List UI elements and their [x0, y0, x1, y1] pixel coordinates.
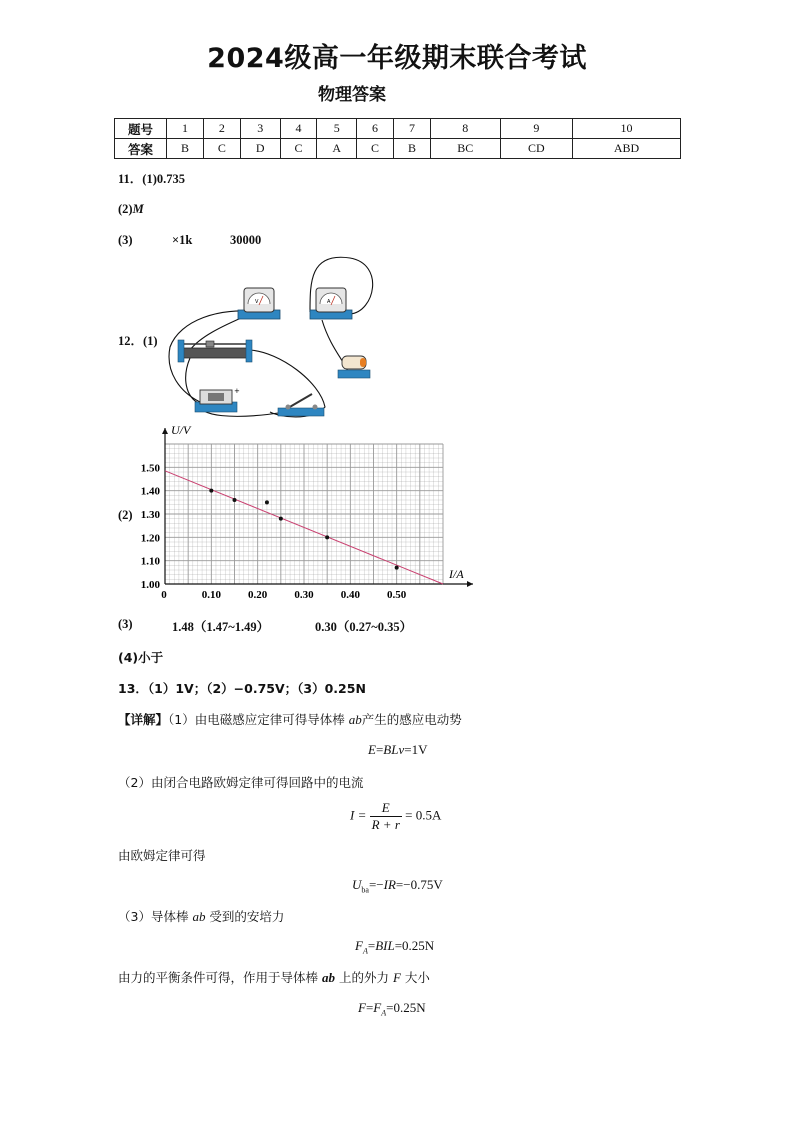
ammeter-icon	[310, 288, 352, 319]
x-tick-label: 0.20	[248, 589, 268, 601]
voltmeter-icon	[238, 288, 280, 319]
equation-4	[355, 938, 434, 956]
q13-step4-tail: 受到的安培力	[209, 909, 285, 924]
table-cell: BC	[430, 139, 500, 159]
q13-step1	[118, 710, 462, 728]
q13-step5-text: 由力的平衡条件可得，作用于导体棒	[118, 970, 319, 985]
eq3-ir: IR	[383, 877, 396, 892]
eq1-blv: BLv	[383, 742, 405, 757]
q13-step4-ab: ab	[192, 909, 206, 924]
table-cell: 4	[280, 119, 317, 139]
eq2-fraction	[370, 800, 402, 833]
q13-step1-tail: 产生的感应电动势	[361, 712, 462, 727]
q11-part2-label: (2)	[118, 202, 133, 216]
circuit-diagram	[160, 252, 380, 424]
page-title: 2024级高一年级期末联合考试	[207, 43, 587, 74]
table-cell: C	[357, 139, 394, 159]
data-point	[279, 517, 283, 521]
y-tick-label: 1.30	[140, 509, 160, 521]
q13-step2: （2）由闭合电路欧姆定律可得回路中的电流	[118, 775, 364, 790]
ammeter-label: A	[327, 299, 331, 305]
table-cell: 1	[167, 119, 204, 139]
y-axis-label: U/V	[171, 423, 191, 437]
q12-part3-label: (3)	[118, 617, 133, 631]
q12-part3-resistance: 0.30（0.27~0.35）	[315, 620, 413, 634]
q11-part1: 11．(1)0.735	[118, 172, 186, 186]
eq5-mid: =	[365, 1000, 374, 1015]
y-tick-label: 1.10	[140, 555, 160, 568]
eq1-lhs: E	[368, 742, 376, 757]
table-cell: 7	[394, 119, 431, 139]
eq3-mid: =−	[368, 877, 384, 892]
battery-icon	[338, 356, 370, 378]
table-cell: 6	[357, 119, 394, 139]
eq4-sub: A	[362, 946, 368, 956]
answer-table	[114, 118, 681, 159]
table-row	[115, 139, 681, 159]
x-tick-label: 0	[161, 589, 167, 601]
eq3-rhs: =−0.75V	[395, 877, 443, 892]
table-cell: D	[240, 139, 280, 159]
q13-step5-mid: 上的外力	[338, 970, 389, 985]
eq4-mid: =	[367, 938, 376, 953]
q11-part3-value: 30000	[230, 233, 262, 247]
x-tick-label: 0.40	[340, 589, 360, 601]
eq1-mid: =	[375, 742, 384, 757]
q13-step3: 由欧姆定律可得	[118, 848, 206, 863]
table-cell: 9	[500, 119, 572, 139]
ui-chart	[125, 422, 485, 604]
q13-step5	[118, 968, 430, 986]
q11-part3-range: ×1k	[172, 233, 193, 247]
q12-part2-label: (2)	[118, 508, 133, 522]
equation-1	[368, 742, 427, 758]
q12-part1-label: 12．(1)	[118, 334, 158, 348]
q13-step4-text: （3）导体棒	[118, 909, 189, 924]
data-point	[265, 500, 269, 504]
eq3-sub: ba	[361, 885, 369, 895]
eq2-lhs: I =	[350, 807, 367, 823]
q13-step5-tail: 大小	[404, 970, 430, 985]
q11-part3-label: (3)	[118, 233, 133, 247]
table-header-cell: 题号	[115, 119, 167, 139]
eq5-rhs: =0.25N	[386, 1000, 426, 1015]
eq4-rhs: =0.25N	[394, 938, 435, 953]
table-header-cell: 答案	[115, 139, 167, 159]
table-cell: C	[280, 139, 317, 159]
y-axis-arrow	[162, 428, 168, 434]
q13-step5-f: F	[392, 970, 401, 985]
table-cell: 10	[573, 119, 681, 139]
table-cell: 8	[430, 119, 500, 139]
equation-3	[352, 877, 443, 895]
y-tick-label: 1.00	[140, 579, 160, 591]
eq1-rhs: =1V	[404, 742, 428, 757]
table-cell: 2	[203, 119, 240, 139]
x-axis-arrow	[467, 581, 473, 587]
table-row	[115, 119, 681, 139]
q12-part3-emf: 1.48（1.47~1.49）	[172, 620, 270, 634]
eq5-fa: F	[373, 1000, 382, 1015]
table-cell: A	[317, 139, 357, 159]
q11-part2	[118, 202, 144, 217]
table-cell: B	[394, 139, 431, 159]
cell-box-icon	[195, 387, 240, 412]
data-point	[395, 566, 399, 570]
q13-summary: 13．（1）1V；（2）−0.75V；（3）0.25N	[118, 681, 366, 696]
q12-part4: (4)小于	[118, 650, 164, 665]
table-cell: CD	[500, 139, 572, 159]
rheostat-icon	[178, 340, 252, 362]
x-tick-label: 0.10	[201, 589, 221, 601]
voltmeter-label: V	[255, 299, 259, 305]
eq5-sub: A	[381, 1008, 387, 1018]
q13-step1-ab: ab	[348, 712, 362, 727]
equation-2	[350, 800, 441, 833]
eq5-f: F	[358, 1000, 366, 1015]
table-cell: C	[203, 139, 240, 159]
q13-step4	[118, 907, 284, 925]
data-point	[325, 535, 329, 539]
eq4-f: F	[355, 938, 363, 953]
eq2-rhs: = 0.5A	[405, 807, 442, 823]
detail-tag: 【详解】	[118, 712, 169, 727]
x-axis-label: I/A	[449, 567, 464, 581]
data-point	[233, 498, 237, 502]
y-tick-label: 1.50	[140, 462, 160, 475]
y-tick-label: 1.20	[140, 532, 160, 545]
eq2-numerator: E	[370, 800, 402, 817]
switch-icon	[278, 394, 324, 416]
page-subtitle: 物理答案	[318, 85, 386, 105]
table-cell: 3	[240, 119, 280, 139]
q11-part2-value: M	[132, 202, 144, 216]
equation-5	[358, 1000, 426, 1018]
eq4-bil: BIL	[375, 938, 395, 953]
table-cell: 5	[317, 119, 357, 139]
q13-step1-text: （1）由电磁感应定律可得导体棒	[168, 712, 345, 727]
y-tick-label: 1.40	[140, 485, 160, 498]
x-tick-label: 0.30	[294, 589, 314, 601]
q13-step5-ab: ab	[322, 970, 335, 985]
table-cell: ABD	[573, 139, 681, 159]
plus-terminal-label: +	[234, 387, 240, 395]
x-tick-label: 0.50	[387, 589, 407, 601]
data-point	[209, 489, 213, 493]
eq2-denominator: R + r	[371, 817, 400, 832]
table-cell: B	[167, 139, 204, 159]
eq3-u: U	[352, 877, 362, 892]
